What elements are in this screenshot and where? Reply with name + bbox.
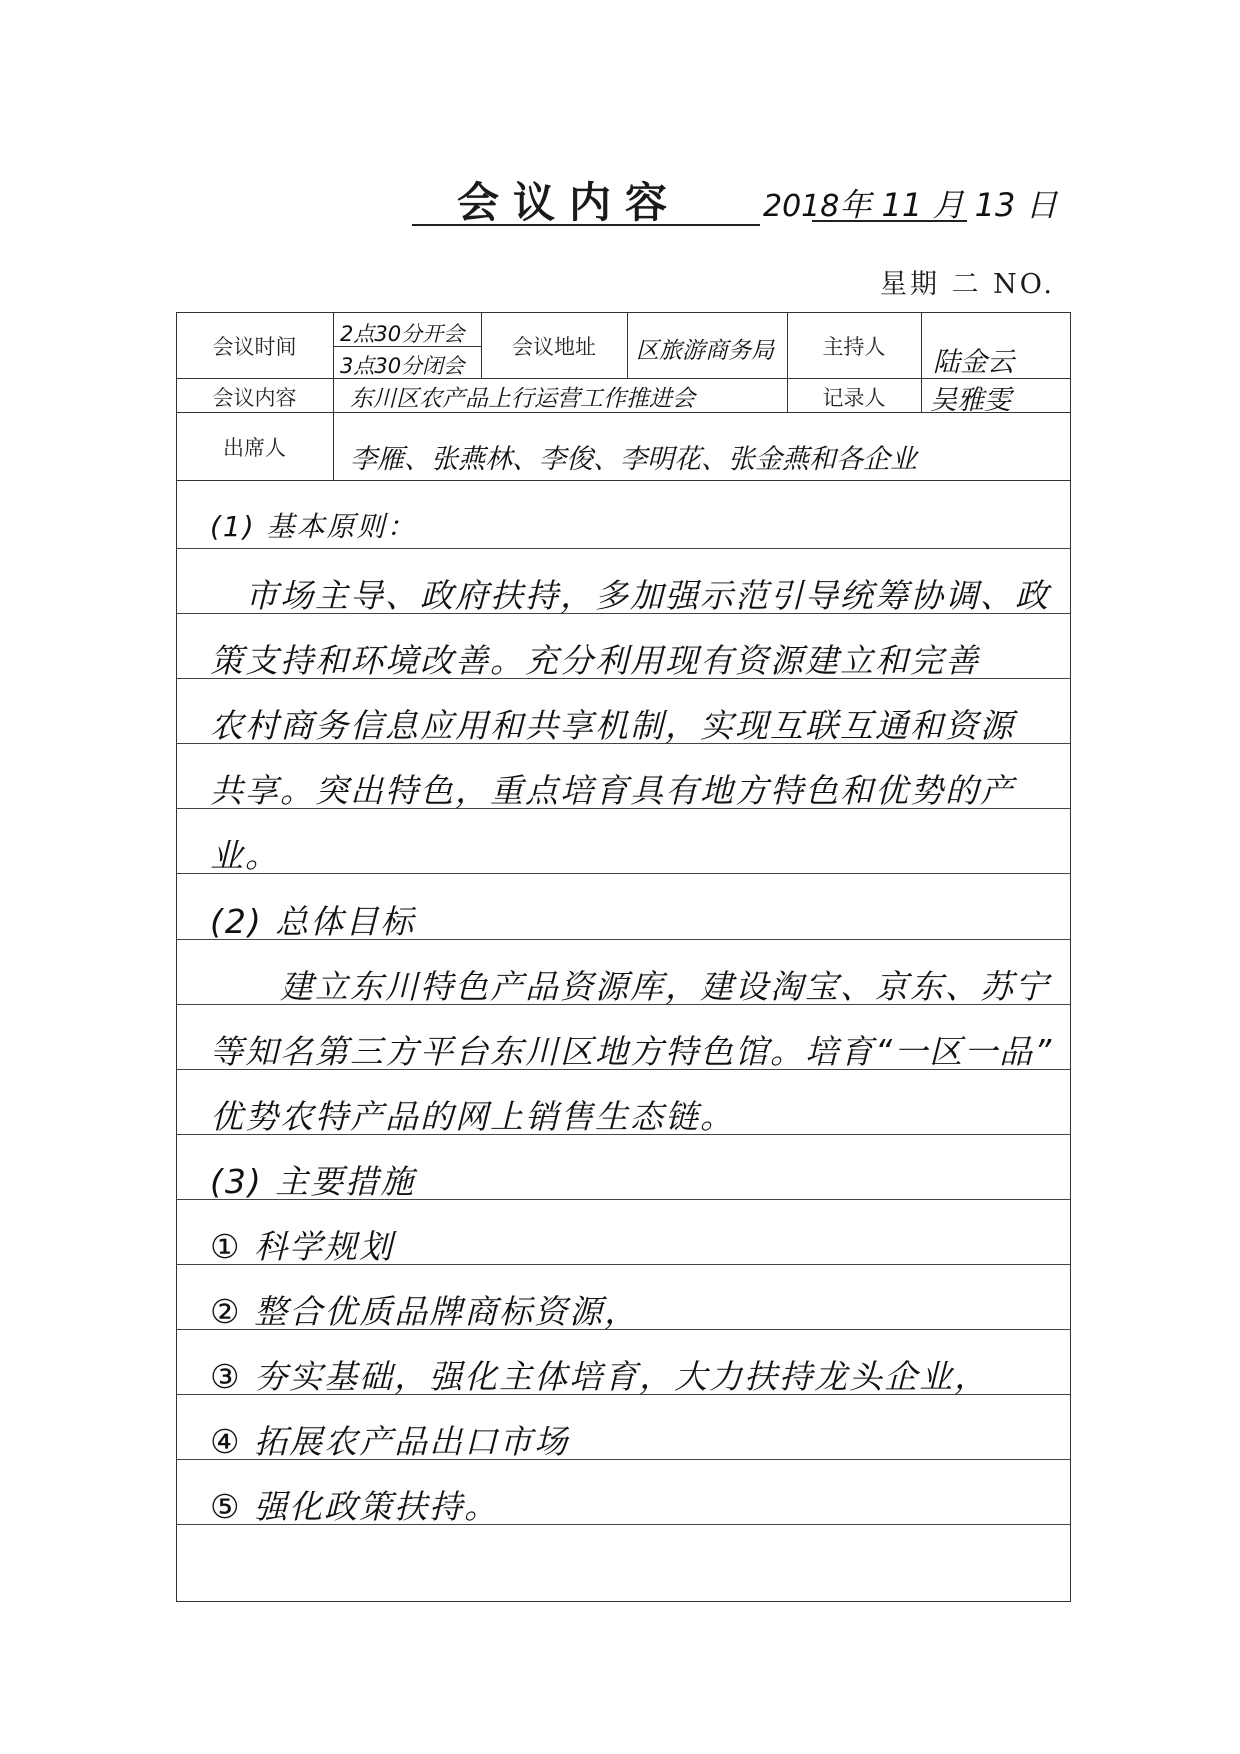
host-value: 陆金云 [933,347,1014,378]
recorder-value: 吴雅雯 [930,385,1011,416]
meeting-time-label: 会议时间 [212,335,297,359]
body-line: 优势农特产品的网上销售生态链。 [210,1097,735,1136]
meeting-location-label: 会议地址 [512,335,596,359]
body-line: 共享。突出特色，重点培育具有地方特色和优势的产 [210,771,1015,810]
host-label: 主持人 [822,335,886,359]
body-line: (1) 基本原则： [210,510,417,543]
body-line: 策支持和环境改善。充分利用现有资源建立和完善 [210,641,980,680]
page-title: 会议内容 [457,178,682,227]
ruled-line [176,548,1071,549]
recorder-label: 记录人 [822,386,886,410]
table-row-divider [176,480,1071,481]
body-line: ③ 夯实基础，强化主体培育，大力扶持龙头企业， [210,1357,990,1396]
body-line: (3) 主要措施 [210,1162,416,1201]
meeting-location-value: 区旅游商务局 [636,338,774,364]
attendees-label: 出席人 [223,436,286,460]
attendees-value: 李雁、张燕林、李俊、李明花、张金燕和各企业 [350,444,917,475]
meeting-time-end: 3点30分闭会 [340,354,465,378]
body-line: ⑤ 强化政策扶持。 [210,1487,500,1526]
body-line: 业。 [210,836,280,875]
date-year: 2018 [763,189,840,224]
body-line: 市场主导、政府扶持，多加强示范引导统筹协调、政 [210,576,1050,615]
meeting-date [763,180,1058,224]
date-underline [812,220,967,222]
date-rest: 年 11 月 13 日 [839,186,1058,224]
weekday-no: 星期 二 NO. [880,269,1055,300]
body-line: ② 整合优质品牌商标资源， [210,1292,640,1331]
meeting-content-value: 东川区农产品上行运营工作推进会 [350,386,695,412]
body-line: 建立东川特色产品资源库，建设淘宝、京东、苏宁 [210,967,1050,1006]
title-underline [412,168,760,226]
meeting-time-start: 2点30分开会 [340,322,465,346]
table-col-divider [627,312,628,378]
table-col-divider [333,312,334,480]
meeting-content-label: 会议内容 [212,386,297,410]
ruled-line [176,873,1071,874]
body-line: ① 科学规划 [210,1227,395,1266]
table-col-divider [921,312,922,412]
body-line: 等知名第三方平台东川区地方特色馆。培育“一区一品” [210,1032,1054,1071]
body-line: ④ 拓展农产品出口市场 [210,1422,570,1461]
body-line: 农村商务信息应用和共享机制，实现互联互通和资源 [210,706,1015,745]
body-line: (2) 总体目标 [210,902,416,941]
